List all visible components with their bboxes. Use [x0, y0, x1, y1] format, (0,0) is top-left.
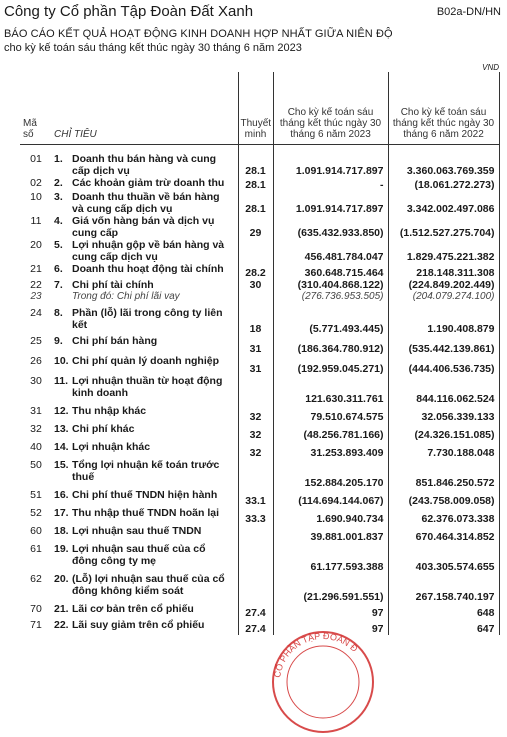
row-number: 16.: [54, 488, 69, 501]
row-note: 27.4: [238, 603, 273, 619]
row-label-text: (Lỗ) lợi nhuận sau thuế của cổ đông không kiểm soát: [72, 572, 225, 597]
row-note: [238, 525, 273, 543]
row-value-2022: 1.829.475.221.382: [388, 239, 499, 263]
row-value-2023: 1.091.914.717.897: [273, 191, 388, 215]
row-value-2023: (186.364.780.912): [273, 335, 388, 355]
table-row: [20, 603, 499, 619]
row-value-2022: 1.190.408.879: [388, 307, 499, 335]
row-value-2022: 403.305.574.655: [388, 543, 499, 573]
row-note: 32: [238, 423, 273, 441]
table-row: [20, 335, 499, 355]
row-number: 13.: [54, 422, 69, 435]
row-label: [52, 177, 238, 191]
table-row: [20, 459, 499, 489]
row-value-2022: 648: [388, 603, 499, 619]
row-value-2023: 121.630.311.761: [273, 375, 388, 405]
row-value-2022: 32.056.339.133: [388, 405, 499, 423]
row-value-2023: 456.481.784.047: [273, 239, 388, 263]
row-note: 28.2: [238, 263, 273, 279]
row-value-2023: (635.432.933.850): [273, 215, 388, 239]
row-note: [238, 375, 273, 405]
row-note: [238, 459, 273, 489]
row-code: 71: [30, 618, 42, 631]
row-label: [52, 459, 238, 489]
row-value-2022: 218.148.311.308: [388, 263, 499, 279]
table-row: [20, 291, 499, 307]
row-label: [52, 573, 238, 603]
table-row: [20, 489, 499, 507]
row-note: 29: [238, 215, 273, 239]
row-note: 18: [238, 307, 273, 335]
row-code: 25: [30, 334, 42, 347]
row-label-text: Doanh thu hoạt động tài chính: [72, 262, 224, 275]
row-value-2022: (243.758.009.058): [388, 489, 499, 507]
row-value-2023: 79.510.674.575: [273, 405, 388, 423]
row-number: 5.: [54, 238, 63, 251]
row-note: 28.1: [238, 177, 273, 191]
row-number: 19.: [54, 542, 69, 555]
row-value-2023: (310.404.868.122): [273, 279, 388, 291]
row-value-2023: (114.694.144.067): [273, 489, 388, 507]
row-value-2023: (48.256.781.166): [273, 423, 388, 441]
row-note: 31: [238, 355, 273, 375]
row-code: 01: [30, 152, 42, 165]
row-label-text: Thu nhập thuế TNDN hoãn lại: [72, 506, 219, 519]
row-value-2023: 360.648.715.464: [273, 263, 388, 279]
row-code: 32: [30, 422, 42, 435]
row-value-2022: 3.360.063.769.359: [388, 153, 499, 177]
row-value-2022: 7.730.188.048: [388, 441, 499, 459]
table-row: [20, 263, 499, 279]
row-code: 50: [30, 458, 42, 471]
row-value-2022: 670.464.314.852: [388, 525, 499, 543]
row-code: 51: [30, 488, 42, 501]
row-note: [238, 239, 273, 263]
table-row: [20, 153, 499, 177]
table-row: [20, 507, 499, 525]
row-label: [52, 239, 238, 263]
row-code: 52: [30, 506, 42, 519]
row-label-text: Lợi nhuận thuần từ hoạt động kinh doanh: [72, 374, 223, 399]
row-value-2022: (444.406.536.735): [388, 355, 499, 375]
row-value-2023: 31.253.893.409: [273, 441, 388, 459]
row-value-2022: (18.061.272.273): [388, 177, 499, 191]
row-value-2022: 62.376.073.338: [388, 507, 499, 525]
row-code: 62: [30, 572, 42, 585]
row-code: 10: [30, 190, 42, 203]
row-value-2023: 97: [273, 603, 388, 619]
row-label: [52, 603, 238, 619]
row-code: 23: [30, 290, 42, 302]
table-row: [20, 619, 499, 635]
row-label-text: Chi phí tài chính: [72, 278, 154, 291]
income-statement-table: [20, 72, 500, 635]
table-row: [20, 573, 499, 603]
row-code: 61: [30, 542, 42, 555]
svg-text:CỔ PHẦN TẬP ĐOÀN Đ: CỔ PHẦN TẬP ĐOÀN Đ: [272, 630, 360, 679]
table-row: [20, 307, 499, 335]
row-value-2022: 844.116.062.524: [388, 375, 499, 405]
row-number: 6.: [54, 262, 63, 275]
row-code: 30: [30, 374, 42, 387]
row-number: 11.: [54, 374, 69, 387]
row-label-text: Thu nhập khác: [72, 404, 147, 417]
table-row: [20, 215, 499, 239]
row-note: 27.4: [238, 619, 273, 635]
row-value-2023: (5.771.493.445): [273, 307, 388, 335]
row-value-2023: (21.296.591.551): [273, 573, 388, 603]
row-number: 20.: [54, 572, 69, 585]
row-label: [52, 489, 238, 507]
row-number: 15.: [54, 458, 69, 471]
row-label-text: Các khoản giảm trừ doanh thu: [72, 176, 225, 189]
row-label: [52, 507, 238, 525]
row-value-2023: 1.690.940.734: [273, 507, 388, 525]
table-row: [20, 405, 499, 423]
row-label-text: Chi phí quản lý doanh nghiệp: [72, 354, 219, 367]
row-number: 22.: [54, 618, 69, 631]
header-item: CHỈ TIÊU: [52, 72, 238, 144]
report-subtitle: cho kỳ kế toán sáu tháng kết thúc ngày 30 tháng 6 năm 2023: [4, 42, 302, 54]
currency-unit: VND: [482, 63, 499, 72]
row-note: 31: [238, 335, 273, 355]
row-value-2022: (1.512.527.275.704): [388, 215, 499, 239]
row-label: [52, 441, 238, 459]
row-label: [52, 153, 238, 177]
row-label: [52, 291, 238, 307]
row-value-2022: (24.326.151.085): [388, 423, 499, 441]
row-number: 7.: [54, 278, 63, 291]
form-code: B02a-DN/HN: [436, 6, 501, 18]
row-number: 8.: [54, 306, 63, 319]
row-number: 14.: [54, 440, 69, 453]
row-number: 9.: [54, 334, 63, 347]
table-row: [20, 355, 499, 375]
company-name: Công ty Cổ phần Tập Đoàn Đất Xanh: [4, 3, 254, 20]
row-note: [238, 573, 273, 603]
row-code: 21: [30, 262, 42, 275]
row-value-2023: (276.736.953.505): [273, 291, 388, 307]
table-row: [20, 177, 499, 191]
row-note: [238, 543, 273, 573]
row-label-text: Chi phí thuế TNDN hiện hành: [72, 488, 218, 501]
row-number: 4.: [54, 214, 63, 227]
row-note: 28.1: [238, 153, 273, 177]
row-value-2022: (204.079.274.100): [388, 291, 499, 307]
table-row: [20, 375, 499, 405]
row-label: [52, 263, 238, 279]
row-code: 70: [30, 602, 42, 615]
table-row: [20, 525, 499, 543]
row-label: [52, 375, 238, 405]
row-label-text: Lợi nhuận gộp về bán hàng và cung cấp dịch vụ: [72, 238, 225, 263]
row-label: [52, 355, 238, 375]
header-period-2022: Cho kỳ kế toán sáu tháng kết thúc ngày 30 tháng 6 năm 2022: [388, 72, 499, 144]
row-code: 40: [30, 440, 42, 453]
header-note: Thuyết minh: [238, 72, 273, 144]
row-note: 30: [238, 279, 273, 291]
row-label-text: Tổng lợi nhuận kế toán trước thuế: [72, 458, 220, 483]
row-label-text: Lợi nhuận sau thuế của cổ đông công ty mẹ: [72, 542, 206, 567]
row-value-2022: 267.158.740.197: [388, 573, 499, 603]
row-label-text: Giá vốn hàng bán và dịch vụ cung cấp: [72, 214, 215, 239]
row-value-2022: (535.442.139.861): [388, 335, 499, 355]
table-row: [20, 543, 499, 573]
row-number: 10.: [54, 354, 69, 367]
row-code: 02: [30, 176, 42, 189]
table-row: [20, 279, 499, 291]
header-period-2023: Cho kỳ kế toán sáu tháng kết thúc ngày 30 tháng 6 năm 2023: [273, 72, 388, 144]
row-label: [52, 215, 238, 239]
header-code: Mã số: [20, 72, 52, 144]
row-code: 22: [30, 278, 42, 291]
row-label-text: Lãi cơ bản trên cổ phiếu: [72, 602, 194, 615]
row-code: 31: [30, 404, 42, 417]
row-label-text: Lợi nhuận khác: [72, 440, 151, 453]
row-label-text: Chi phí bán hàng: [72, 334, 158, 347]
row-number: 3.: [54, 190, 63, 203]
row-note: 33.1: [238, 489, 273, 507]
row-note: [238, 291, 273, 307]
row-note: 33.3: [238, 507, 273, 525]
row-label: [52, 619, 238, 635]
row-note: 28.1: [238, 191, 273, 215]
row-value-2023: (192.959.045.271): [273, 355, 388, 375]
row-value-2023: 152.884.205.170: [273, 459, 388, 489]
row-number: 18.: [54, 524, 69, 537]
row-code: 20: [30, 238, 42, 251]
row-value-2022: (224.849.202.449): [388, 279, 499, 291]
row-label: [52, 405, 238, 423]
row-code: 24: [30, 306, 42, 319]
row-number: 21.: [54, 602, 69, 615]
row-label: [52, 423, 238, 441]
table-header-row: [20, 72, 499, 144]
row-value-2023: 61.177.593.388: [273, 543, 388, 573]
row-number: 1.: [54, 152, 63, 165]
row-number: 17.: [54, 506, 69, 519]
row-value-2023: 1.091.914.717.897: [273, 153, 388, 177]
report-title: BÁO CÁO KẾT QUẢ HOẠT ĐỘNG KINH DOANH HỢP NHẤT GIỮA NIÊN ĐỘ: [4, 28, 393, 40]
row-code: 60: [30, 524, 42, 537]
row-note: 32: [238, 405, 273, 423]
table-row: [20, 441, 499, 459]
table-row: [20, 239, 499, 263]
row-label-text: Doanh thu thuần về bán hàng và cung cấp dịch vụ: [72, 190, 220, 215]
row-label: [52, 279, 238, 291]
table-row: [20, 191, 499, 215]
table-row: [20, 423, 499, 441]
row-label-text: Lãi suy giảm trên cổ phiếu: [72, 618, 205, 631]
row-code: 26: [30, 354, 42, 367]
row-label: [52, 191, 238, 215]
row-label-text: Lợi nhuận sau thuế TNDN: [72, 524, 202, 537]
row-label: [52, 543, 238, 573]
row-label-text: Trong đó: Chi phí lãi vay: [72, 290, 180, 302]
row-value-2022: 851.846.250.572: [388, 459, 499, 489]
row-value-2023: 39.881.001.837: [273, 525, 388, 543]
row-value-2023: -: [273, 177, 388, 191]
row-label: [52, 525, 238, 543]
row-number: 12.: [54, 404, 69, 417]
row-value-2022: 3.342.002.497.086: [388, 191, 499, 215]
row-label-text: Chi phí khác: [72, 422, 135, 435]
row-note: 32: [238, 441, 273, 459]
row-label: [52, 335, 238, 355]
row-value-2023: 97: [273, 619, 388, 635]
row-code: 11: [30, 214, 42, 227]
company-seal-stamp: [268, 627, 378, 737]
table-body: [20, 144, 499, 635]
row-value-2022: 647: [388, 619, 499, 635]
row-label: [52, 307, 238, 335]
row-label-text: Phần (lỗ) lãi trong công ty liên kết: [72, 306, 223, 331]
row-label-text: Doanh thu bán hàng và cung cấp dịch vụ: [72, 152, 217, 177]
spacer-row: [20, 144, 499, 153]
row-number: 2.: [54, 176, 63, 189]
